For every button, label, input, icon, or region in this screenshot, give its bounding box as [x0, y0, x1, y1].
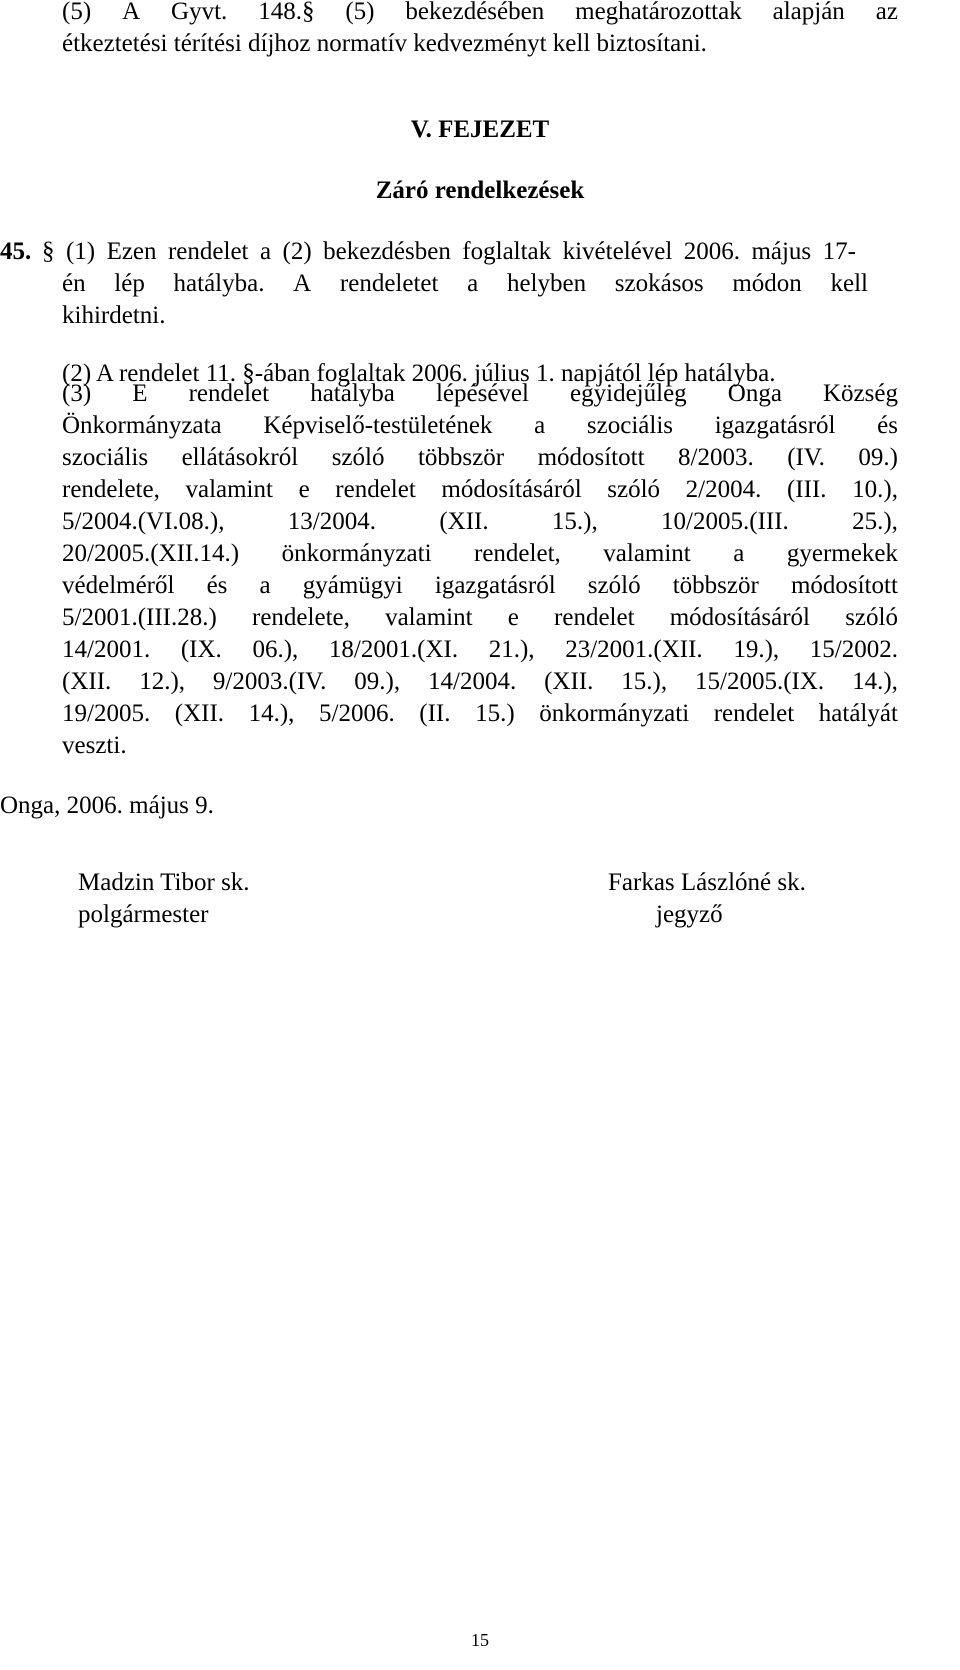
word: helyben [506, 270, 587, 297]
word: Gyvt. [171, 0, 228, 25]
word: e [507, 604, 519, 631]
word: (IV. [787, 444, 825, 471]
para3-line [62, 538, 898, 570]
word: (II. [419, 700, 451, 727]
para3-last-line: veszti. [62, 732, 127, 759]
word: módon [732, 270, 802, 297]
signature-right-name: Farkas Lászlóné sk. [608, 869, 806, 896]
para5-line1 [62, 0, 898, 28]
word: és [206, 572, 228, 599]
section45-line1 [42, 236, 856, 268]
word: 23/2001.(XII. [565, 636, 703, 663]
word: valamint [385, 604, 473, 631]
word: módosított [790, 572, 898, 599]
word: 5/2004.(VI.08.), [62, 508, 225, 535]
word: módosított [537, 444, 645, 471]
para3-line [62, 506, 898, 538]
word: bekezdésben [323, 238, 451, 265]
word: 15.), [621, 668, 668, 695]
signature-left-title: polgármester [78, 901, 209, 928]
word: (5) [62, 0, 92, 25]
word: rendelete, [62, 476, 160, 503]
word: A [293, 270, 312, 297]
word: rendelet [713, 700, 795, 727]
word: hatályát [818, 700, 898, 727]
word: a [259, 238, 272, 265]
word: 15/2005.(IX. [695, 668, 825, 695]
word: módosításáról [441, 476, 582, 503]
word: 13/2004. [287, 508, 376, 535]
word: lép [114, 270, 145, 297]
word: önkormányzati [281, 540, 432, 567]
word: Ezen [106, 238, 157, 265]
word: Képviselő-testületének [263, 412, 493, 439]
word: szóló [607, 476, 661, 503]
word: (2) [282, 238, 312, 265]
word: 21.), [488, 636, 535, 663]
word: 19/2005. [62, 700, 151, 727]
word: foglaltak [462, 238, 552, 265]
para2-text: (2) A rendelet 11. §-ában foglaltak 2006. július 1. napjától lép hatályba. [62, 360, 776, 387]
word: (XII. [62, 668, 112, 695]
word: önkormányzati [539, 700, 690, 727]
word: szóló [587, 572, 641, 599]
para3-line [62, 602, 898, 634]
para3-line [62, 634, 898, 666]
word: szóló [331, 444, 385, 471]
word: védelméről [62, 572, 175, 599]
word: 15.) [475, 700, 515, 727]
word: 14/2004. [428, 668, 517, 695]
para3-line [62, 570, 898, 602]
word: az [875, 0, 898, 25]
word: 12.), [139, 668, 186, 695]
word: többször [417, 444, 505, 471]
word: 15.), [551, 508, 598, 535]
word: 06.), [252, 636, 299, 663]
word: szokásos [614, 270, 704, 297]
word: 14.), [852, 668, 898, 695]
word: május [751, 238, 812, 265]
word: rendelet [554, 604, 635, 631]
word: a [259, 572, 271, 599]
section45-line2 [62, 268, 868, 300]
word: 18/2001.(XI. [328, 636, 459, 663]
word: többször [672, 572, 759, 599]
word: 09.) [858, 444, 898, 471]
word: 2006. [683, 238, 740, 265]
chapter-title: Záró rendelkezések [375, 177, 585, 204]
para5-line2: étkeztetési térítési díjhoz normatív kedvezményt kell biztosítani. [62, 30, 707, 57]
para3-line [62, 378, 898, 410]
signature-left-name: Madzin Tibor sk. [78, 869, 250, 896]
word: 8/2003. [678, 444, 754, 471]
place-date: Onga, 2006. május 9. [0, 792, 214, 819]
word: rendelet [188, 380, 270, 407]
word: szociális [62, 444, 149, 471]
signature-right-title: jegyző [656, 901, 723, 928]
word: gyermekek [786, 540, 898, 567]
word: (XII. [544, 668, 594, 695]
word: rendelet, [474, 540, 561, 567]
word: (XII. [439, 508, 489, 535]
word: Önkormányzata [62, 412, 222, 439]
word: § [42, 238, 55, 265]
word: ellátásokról [181, 444, 299, 471]
word: egyidejűleg [570, 380, 687, 407]
word: 148.§ [258, 0, 315, 25]
word: Község [823, 380, 898, 407]
word: valamint [185, 476, 273, 503]
word: 14/2001. [62, 636, 151, 663]
word: 10.), [852, 476, 898, 503]
word: 10/2005.(III. [661, 508, 789, 535]
word: (3) [62, 380, 92, 407]
section-label: 45. [0, 238, 32, 265]
word: 09.), [354, 668, 401, 695]
chapter-number: V. FEJEZET [410, 116, 550, 143]
para3-line [62, 410, 898, 442]
word: 5/2001.(III.28.) [62, 604, 217, 631]
word: hatályba [310, 380, 395, 407]
word: valamint [603, 540, 691, 567]
word: 2/2004. [685, 476, 762, 503]
word: módosításáról [669, 604, 810, 631]
word: Onga [727, 380, 782, 407]
word: 20/2005.(XII.14.) [62, 540, 240, 567]
word: gyámügyi [302, 572, 403, 599]
word: E [132, 380, 148, 407]
word: a [733, 540, 745, 567]
para3-line [62, 666, 898, 698]
word: e [298, 476, 310, 503]
section45-line3: kihirdetni. [62, 302, 166, 329]
word: (XII. [174, 700, 225, 727]
word: 17- [822, 238, 856, 265]
word: 9/2003.(IV. [212, 668, 327, 695]
word: hatályba. [173, 270, 265, 297]
word: 15/2002. [809, 636, 898, 663]
word: 19.), [733, 636, 780, 663]
word: kell [830, 270, 868, 297]
para3-line [62, 474, 898, 506]
word: 25.), [852, 508, 898, 535]
word: 5/2006. [319, 700, 395, 727]
word: rendeletet [339, 270, 439, 297]
word: (1) [65, 238, 96, 265]
word: kivételével [562, 238, 673, 265]
word: rendelet [167, 238, 249, 265]
word: (5) [345, 0, 375, 25]
word: szóló [845, 604, 898, 631]
word: a [534, 412, 546, 439]
word: lépésével [435, 380, 529, 407]
word: (III. [786, 476, 827, 503]
word: igazgatásról [714, 412, 836, 439]
word: rendelet [335, 476, 416, 503]
word: és [877, 412, 898, 439]
word: rendelete, [252, 604, 350, 631]
word: A [122, 0, 141, 25]
para3-line [62, 698, 898, 730]
word: (IX. [180, 636, 222, 663]
para3-line [62, 442, 898, 474]
page-number: 15 [471, 1630, 489, 1650]
word: igazgatásról [434, 572, 556, 599]
word: a [467, 270, 479, 297]
word: szociális [586, 412, 674, 439]
word: alapján [772, 0, 845, 25]
word: bekezdésében [405, 0, 545, 25]
word: 14.), [248, 700, 295, 727]
word: meghatározottak [575, 0, 742, 25]
word: én [62, 270, 86, 297]
